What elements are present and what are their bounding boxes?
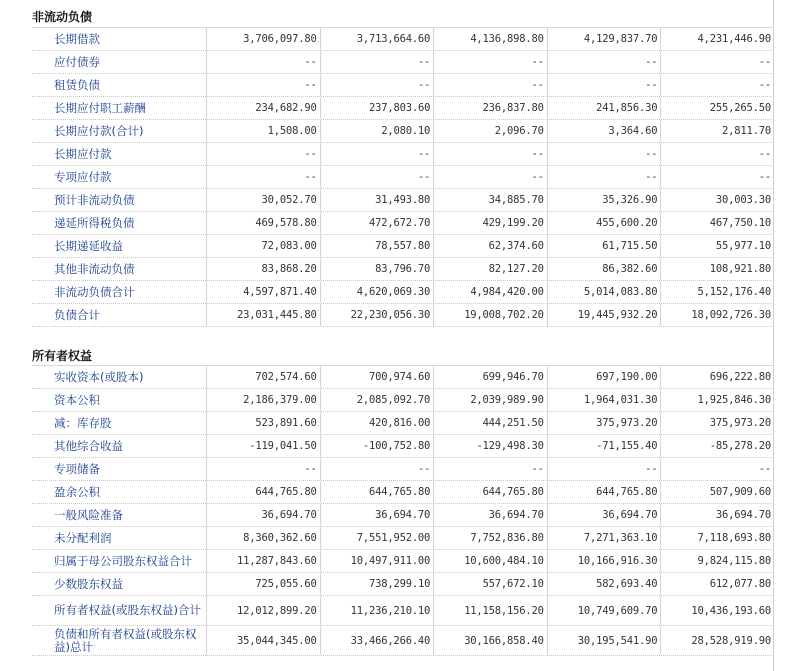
value-cell: 62,374.60 [433, 235, 547, 257]
value-cell: -- [660, 166, 774, 188]
value-cell: -85,278.20 [660, 435, 774, 457]
value-cell: -- [660, 143, 774, 165]
value-cell: -- [320, 458, 434, 480]
table-row [32, 74, 774, 97]
value-cell: 83,796.70 [320, 258, 434, 280]
value-cell: 375,973.20 [547, 412, 661, 434]
value-cell: 7,551,952.00 [320, 527, 434, 549]
value-cell: 375,973.20 [660, 412, 774, 434]
value-cell: 3,706,097.80 [206, 28, 320, 50]
value-cell: -- [547, 143, 661, 165]
row-label-link[interactable]: 归属于母公司股东权益合计 [54, 553, 192, 568]
value-cell: 11,287,843.60 [206, 550, 320, 572]
row-label-link[interactable]: 资本公积 [54, 392, 100, 407]
noncurrent-liabilities-table [32, 28, 774, 327]
value-cell: 697,190.00 [547, 366, 661, 388]
value-cell: 469,578.80 [206, 212, 320, 234]
value-cell: 467,750.10 [660, 212, 774, 234]
value-cell: 644,765.80 [433, 481, 547, 503]
table-row [32, 550, 774, 573]
value-cell: 2,085,092.70 [320, 389, 434, 411]
value-cell: 2,096.70 [433, 120, 547, 142]
value-cell: -- [660, 458, 774, 480]
value-cell: 5,014,083.80 [547, 281, 661, 303]
section-title-owners-equity: 所有者权益 [32, 349, 93, 363]
value-cell: 444,251.50 [433, 412, 547, 434]
value-cell: 699,946.70 [433, 366, 547, 388]
value-cell: 22,230,056.30 [320, 304, 434, 326]
value-cell: 8,360,362.60 [206, 527, 320, 549]
row-label-link[interactable]: 长期应付款 [54, 146, 112, 161]
value-cell: 644,765.80 [547, 481, 661, 503]
value-cell: 23,031,445.80 [206, 304, 320, 326]
value-cell: 12,012,899.20 [206, 596, 320, 625]
value-cell: 35,044,345.00 [206, 626, 320, 655]
value-cell: 18,092,726.30 [660, 304, 774, 326]
table-row [32, 51, 774, 74]
value-cell: 36,694.70 [433, 504, 547, 526]
value-cell: -- [320, 74, 434, 96]
row-label-link[interactable]: 长期应付职工薪酬 [54, 100, 146, 115]
value-cell: -- [433, 143, 547, 165]
value-cell: 455,600.20 [547, 212, 661, 234]
value-cell: 36,694.70 [660, 504, 774, 526]
row-label-link[interactable]: 专项应付款 [54, 169, 112, 184]
table-row [32, 28, 774, 51]
value-cell: -- [320, 143, 434, 165]
value-cell: 31,493.80 [320, 189, 434, 211]
table-row [32, 120, 774, 143]
value-cell: 725,055.60 [206, 573, 320, 595]
value-cell: 557,672.10 [433, 573, 547, 595]
row-label-link[interactable]: 负债合计 [54, 307, 100, 322]
row-label-link[interactable]: 一般风险准备 [54, 507, 123, 522]
table-row [32, 304, 774, 327]
value-cell: 2,039,989.90 [433, 389, 547, 411]
row-label-link[interactable]: 预计非流动负债 [54, 192, 135, 207]
row-label-link[interactable]: 未分配利润 [54, 530, 112, 545]
owners-equity-table [32, 366, 774, 656]
row-label-link[interactable]: 递延所得税负债 [54, 215, 135, 230]
section-title-noncurrent-liabilities: 非流动负债 [32, 10, 93, 24]
value-cell: 472,672.70 [320, 212, 434, 234]
value-cell: 4,984,420.00 [433, 281, 547, 303]
table-row [32, 366, 774, 389]
table-row [32, 527, 774, 550]
value-cell: -- [660, 51, 774, 73]
table-row [32, 212, 774, 235]
value-cell: 30,195,541.90 [547, 626, 661, 655]
value-cell: 19,445,932.20 [547, 304, 661, 326]
value-cell: 3,713,664.60 [320, 28, 434, 50]
value-cell: 255,265.50 [660, 97, 774, 119]
value-cell: 7,118,693.80 [660, 527, 774, 549]
value-cell: 644,765.80 [320, 481, 434, 503]
value-cell: -- [206, 458, 320, 480]
row-label-link[interactable]: 减：库存股 [54, 415, 112, 430]
value-cell: -- [206, 51, 320, 73]
value-cell: 10,749,609.70 [547, 596, 661, 625]
value-cell: 4,620,069.30 [320, 281, 434, 303]
value-cell: -129,498.30 [433, 435, 547, 457]
value-cell: 1,925,846.30 [660, 389, 774, 411]
table-row [32, 166, 774, 189]
value-cell: 4,136,898.80 [433, 28, 547, 50]
value-cell: 644,765.80 [206, 481, 320, 503]
table-row [32, 389, 774, 412]
value-cell: -- [206, 166, 320, 188]
value-cell: 7,271,363.10 [547, 527, 661, 549]
row-label-link[interactable]: 专项储备 [54, 461, 100, 476]
value-cell: 82,127.20 [433, 258, 547, 280]
row-label-link[interactable]: 应付债券 [54, 54, 100, 69]
value-cell: 582,693.40 [547, 573, 661, 595]
value-cell: 4,597,871.40 [206, 281, 320, 303]
value-cell: -- [206, 143, 320, 165]
value-cell: 429,199.20 [433, 212, 547, 234]
row-label-link[interactable]: 少数股东权益 [54, 576, 123, 591]
value-cell: 11,236,210.10 [320, 596, 434, 625]
value-cell: 241,856.30 [547, 97, 661, 119]
value-cell: 72,083.00 [206, 235, 320, 257]
value-cell: 234,682.90 [206, 97, 320, 119]
value-cell: 236,837.80 [433, 97, 547, 119]
value-cell: 10,436,193.60 [660, 596, 774, 625]
value-cell: -- [320, 166, 434, 188]
value-cell: -- [206, 74, 320, 96]
table-row [32, 573, 774, 596]
value-cell: -- [547, 166, 661, 188]
value-cell: 420,816.00 [320, 412, 434, 434]
value-cell: -- [547, 458, 661, 480]
row-label-link[interactable]: 长期递延收益 [54, 238, 123, 253]
table-row [32, 504, 774, 527]
value-cell: 612,077.80 [660, 573, 774, 595]
value-cell: -- [433, 74, 547, 96]
value-cell: 33,466,266.40 [320, 626, 434, 655]
value-cell: 78,557.80 [320, 235, 434, 257]
value-cell: 108,921.80 [660, 258, 774, 280]
value-cell: 1,508.00 [206, 120, 320, 142]
value-cell: 237,803.60 [320, 97, 434, 119]
value-cell: 2,080.10 [320, 120, 434, 142]
value-cell: 9,824,115.80 [660, 550, 774, 572]
value-cell: 700,974.60 [320, 366, 434, 388]
table-row [32, 596, 774, 626]
table-row [32, 481, 774, 504]
value-cell: 36,694.70 [206, 504, 320, 526]
value-cell: 3,364.60 [547, 120, 661, 142]
value-cell: -71,155.40 [547, 435, 661, 457]
row-label-link[interactable]: 所有者权益(或股东权益)合计 [54, 603, 201, 617]
value-cell: 1,964,031.30 [547, 389, 661, 411]
row-label-link[interactable]: 盈余公积 [54, 484, 100, 499]
row-label-link[interactable]: 租赁负债 [54, 77, 100, 92]
value-cell: 696,222.80 [660, 366, 774, 388]
value-cell: -- [433, 458, 547, 480]
value-cell: -100,752.80 [320, 435, 434, 457]
value-cell: 86,382.60 [547, 258, 661, 280]
value-cell: 4,231,446.90 [660, 28, 774, 50]
value-cell: 61,715.50 [547, 235, 661, 257]
value-cell: 4,129,837.70 [547, 28, 661, 50]
table-row [32, 143, 774, 166]
value-cell: 19,008,702.20 [433, 304, 547, 326]
table-row [32, 412, 774, 435]
row-label-link[interactable]: 非流动负债合计 [54, 284, 135, 299]
value-cell: -- [547, 51, 661, 73]
table-row [32, 235, 774, 258]
value-cell: 738,299.10 [320, 573, 434, 595]
value-cell: 30,003.30 [660, 189, 774, 211]
value-cell: 28,528,919.90 [660, 626, 774, 655]
row-label-link[interactable]: 其他非流动负债 [54, 261, 135, 276]
value-cell: 36,694.70 [547, 504, 661, 526]
row-label-link[interactable]: 实收资本(或股本) [54, 369, 144, 384]
value-cell: 2,811.70 [660, 120, 774, 142]
value-cell: 10,600,484.10 [433, 550, 547, 572]
table-row [32, 189, 774, 212]
row-label-link[interactable]: 长期借款 [54, 31, 100, 46]
value-cell: 55,977.10 [660, 235, 774, 257]
value-cell: 35,326.90 [547, 189, 661, 211]
table-row [32, 281, 774, 304]
value-cell: 507,909.60 [660, 481, 774, 503]
value-cell: 523,891.60 [206, 412, 320, 434]
table-row [32, 435, 774, 458]
value-cell: 10,166,916.30 [547, 550, 661, 572]
value-cell: -- [660, 74, 774, 96]
row-label-link[interactable]: 长期应付款(合计) [54, 123, 144, 138]
row-label-link[interactable]: 负债和所有者权益(或股东权益)总计 [54, 626, 197, 654]
value-cell: -- [320, 51, 434, 73]
row-label-link[interactable]: 其他综合收益 [54, 438, 123, 453]
table-row [32, 626, 774, 656]
value-cell: 5,152,176.40 [660, 281, 774, 303]
value-cell: 30,052.70 [206, 189, 320, 211]
value-cell: 34,885.70 [433, 189, 547, 211]
value-cell: -119,041.50 [206, 435, 320, 457]
table-row [32, 258, 774, 281]
value-cell: 11,158,156.20 [433, 596, 547, 625]
value-cell: 702,574.60 [206, 366, 320, 388]
value-cell: 7,752,836.80 [433, 527, 547, 549]
value-cell: -- [433, 166, 547, 188]
value-cell: 10,497,911.00 [320, 550, 434, 572]
value-cell: 36,694.70 [320, 504, 434, 526]
value-cell: 30,166,858.40 [433, 626, 547, 655]
table-row [32, 458, 774, 481]
value-cell: 83,868.20 [206, 258, 320, 280]
value-cell: 2,186,379.00 [206, 389, 320, 411]
value-cell: -- [547, 74, 661, 96]
table-row [32, 97, 774, 120]
value-cell: -- [433, 51, 547, 73]
